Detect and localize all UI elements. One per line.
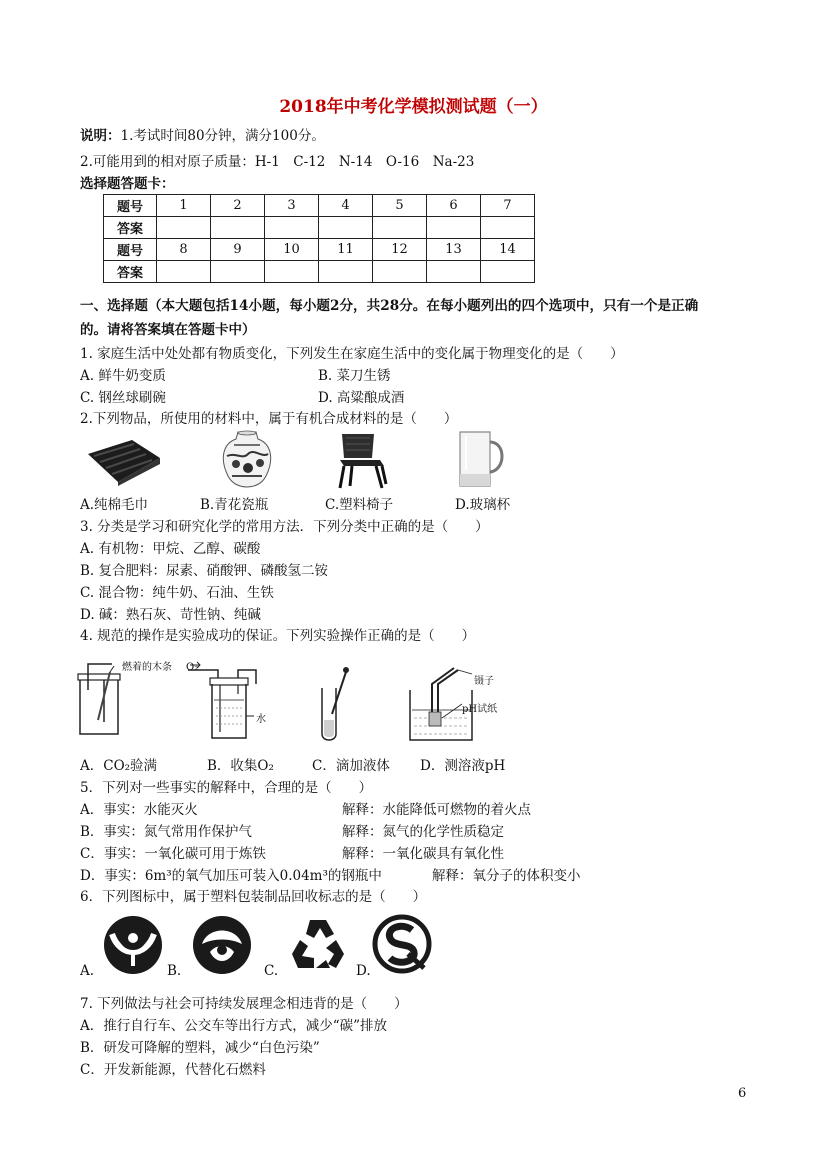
answer-cell[interactable] — [481, 261, 535, 283]
section-1-heading-cont: 的。请将答案填在答题卡中） — [80, 322, 256, 338]
q3-stem: 3. 分类是学习和研究化学的常用方法．下列分类中正确的是（ ） — [80, 519, 489, 535]
question-number-cell: 11 — [319, 239, 373, 261]
table-header-cell: 题号 — [104, 195, 157, 217]
answer-cell[interactable] — [481, 217, 535, 239]
answer-card-table — [103, 194, 535, 283]
question-number-cell: 2 — [211, 195, 265, 217]
answer-cell[interactable] — [373, 217, 427, 239]
q5-option-d-explanation: 解释：氧分子的体积变小 — [432, 868, 581, 884]
answer-card-label: 选择题答题卡： — [80, 176, 175, 192]
note-line-1 — [80, 124, 325, 144]
section-1-heading: 一、选择题（本大题包括14小题，每小题2分，共28分。在每小题列出的四个选项中，只有一个是正确 — [80, 298, 699, 314]
plastic-chair-image — [334, 430, 390, 490]
question-number-cell: 8 — [157, 239, 211, 261]
q3-option-a: A. 有机物：甲烷、乙醇、碳酸 — [80, 541, 261, 557]
q1-option-b: B. 菜刀生锈 — [318, 368, 391, 384]
q7-option-a: A．推行自行车、公交车等出行方式，减少“碳”排放 — [80, 1018, 388, 1034]
cotton-towel-image — [84, 436, 164, 486]
table-header-cell: 题号 — [104, 239, 157, 261]
logo-a-icon — [100, 914, 166, 976]
table-header-cell: 答案 — [104, 261, 157, 283]
q1-option-a: A. 鲜牛奶变质 — [80, 368, 166, 384]
question-number-cell: 5 — [373, 195, 427, 217]
q3-option-c: C. 混合物：纯牛奶、石油、生铁 — [80, 585, 274, 601]
q1-option-c: C. 钢丝球刷碗 — [80, 390, 166, 406]
q7-option-b: B．研发可降解的塑料，减少“白色污染” — [80, 1040, 320, 1056]
label-o2: O₂ — [186, 662, 199, 673]
q3-option-d: D. 碱：熟石灰、苛性钠、纯碱 — [80, 607, 261, 623]
question-number-cell: 13 — [427, 239, 481, 261]
table-header-cell: 答案 — [104, 217, 157, 239]
q5-stem: 5．下列对一些事实的解释中，合理的是（ ） — [80, 780, 373, 796]
q5-option-c-fact: C．事实：一氧化碳可用于炼铁 — [80, 846, 266, 862]
q4-option-d: D．测溶液pH — [420, 758, 506, 774]
note-text-1: 1.考试时间80分钟，满分100分。 — [120, 128, 325, 144]
answer-cell[interactable] — [319, 261, 373, 283]
answer-cell[interactable] — [265, 217, 319, 239]
answer-cell[interactable] — [265, 261, 319, 283]
label-ph-paper: pH试纸 — [462, 704, 498, 715]
q6-option-a: A. — [80, 963, 95, 979]
q4-stem: 4. 规范的操作是实验成功的保证。下列实验操作正确的是（ ） — [80, 628, 476, 644]
answer-cell[interactable] — [373, 261, 427, 283]
question-number-cell: 7 — [481, 195, 535, 217]
q7-option-c: C．开发新能源，代替化石燃料 — [80, 1062, 266, 1078]
page-number: 6 — [738, 1086, 747, 1101]
q5-option-d-fact: D．事实：6m³的氧气加压可装入0.04m³的钢瓶中 — [80, 868, 382, 884]
question-number-cell: 10 — [265, 239, 319, 261]
q6-option-d: D. — [356, 963, 371, 979]
page-title: 2018年中考化学模拟测试题（一） — [279, 97, 548, 117]
q1-option-d: D. 高粱酿成酒 — [318, 390, 405, 406]
answer-cell[interactable] — [427, 217, 481, 239]
logo-b-icon — [190, 914, 254, 976]
answer-cell[interactable] — [211, 217, 265, 239]
question-number-cell: 6 — [427, 195, 481, 217]
q5-option-c-explanation: 解释：一氧化碳具有氧化性 — [342, 846, 504, 862]
note-line-2: 2.可能用到的相对原子质量：H-1 C-12 N-14 O-16 Na-23 — [80, 154, 475, 170]
question-number-cell: 14 — [481, 239, 535, 261]
answer-cell[interactable] — [319, 217, 373, 239]
q6-stem: 6．下列图标中，属于塑料包装制品回收标志的是（ ） — [80, 889, 427, 905]
recycle-icon — [286, 914, 350, 976]
answer-cell[interactable] — [157, 217, 211, 239]
q6-option-c: C. — [264, 963, 279, 979]
q5-option-b-fact: B．事实：氮气常用作保护气 — [80, 824, 252, 840]
question-number-cell: 4 — [319, 195, 373, 217]
glass-cup-image — [454, 430, 510, 490]
answer-cell[interactable] — [427, 261, 481, 283]
table-row — [104, 261, 535, 283]
note-label: 说明： — [80, 128, 121, 144]
q2-option-c: C.塑料椅子 — [325, 497, 394, 513]
q4-option-c: C．滴加液体 — [312, 758, 390, 774]
q4-option-b: B．收集O₂ — [207, 758, 274, 774]
porcelain-vase-image — [218, 430, 276, 490]
q2-option-d: D.玻璃杯 — [455, 497, 511, 513]
q1-stem: 1. 家庭生活中处处都有物质变化，下列发生在家庭生活中的变化属于物理变化的是（ ） — [80, 346, 624, 362]
label-tweezers: 镊子 — [474, 676, 494, 687]
q3-option-b: B. 复合肥料：尿素、硝酸钾、磷酸氢二铵 — [80, 563, 329, 579]
question-number-cell: 12 — [373, 239, 427, 261]
table-row — [104, 239, 535, 261]
question-number-cell: 9 — [211, 239, 265, 261]
label-water: 水 — [256, 714, 266, 725]
table-row — [104, 217, 535, 239]
q5-option-a-fact: A．事实：水能灭火 — [80, 802, 198, 818]
dropping-liquid-apparatus — [310, 664, 350, 744]
answer-cell[interactable] — [157, 261, 211, 283]
q2-stem: 2.下列物品，所使用的材料中，属于有机合成材料的是（ ） — [80, 411, 458, 427]
q4-option-a: A．CO₂验满 — [80, 758, 158, 774]
q6-option-b: B. — [167, 963, 182, 979]
q7-stem: 7. 下列做法与社会可持续发展理念相违背的是（ ） — [80, 996, 408, 1012]
question-number-cell: 3 — [265, 195, 319, 217]
q5-option-b-explanation: 解释：氮气的化学性质稳定 — [342, 824, 504, 840]
q5-option-a-explanation: 解释：水能降低可燃物的着火点 — [342, 802, 531, 818]
question-number-cell: 1 — [157, 195, 211, 217]
table-row — [104, 195, 535, 217]
q2-option-a: A.纯棉毛巾 — [80, 497, 149, 513]
logo-d-icon — [372, 914, 432, 974]
answer-cell[interactable] — [211, 261, 265, 283]
q2-option-b: B.青花瓷瓶 — [200, 497, 269, 513]
label-burning-stick: 燃着的木条 — [122, 662, 172, 673]
